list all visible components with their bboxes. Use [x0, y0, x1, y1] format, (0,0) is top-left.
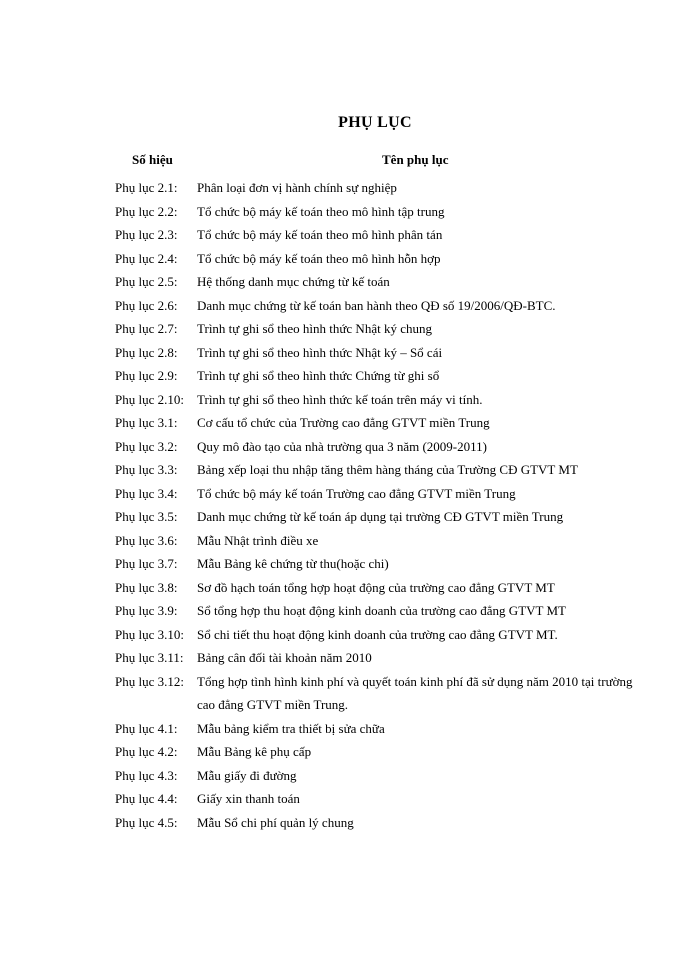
appendix-title: Sơ đồ hạch toán tổng hợp hoạt động của trường cao đẳng GTVT MT [197, 579, 555, 595]
appendix-number: Phụ lục 2.9: [115, 368, 178, 383]
list-item [0, 787, 700, 811]
appendix-number: Phụ lục 2.7: [115, 321, 178, 336]
appendix-title: Bảng cân đối tài khoản năm 2010 [197, 650, 372, 665]
appendix-title: Phân loại đơn vị hành chính sự nghiệp [197, 180, 397, 195]
list-item [0, 740, 700, 764]
appendix-number: Phụ lục 2.4: [115, 250, 178, 266]
list-item [0, 529, 700, 553]
appendix-title: Sổ tổng hợp thu hoạt động kinh doanh của trường cao đẳng GTVT MT [197, 603, 566, 618]
appendix-number: Phụ lục 3.6: [115, 532, 178, 548]
appendix-title: Cơ cấu tổ chức của Trường cao đẳng GTVT miền Trung [197, 415, 490, 430]
appendix-number: Phụ lục 4.5: [115, 814, 178, 830]
list-item [0, 458, 700, 482]
appendix-title: Mẫu Nhật trình điều xe [197, 532, 319, 548]
appendix-number: Phụ lục 4.3: [115, 767, 178, 783]
list-item [0, 505, 700, 529]
list-item [0, 435, 700, 459]
appendix-number: Phụ lục 3.1: [115, 415, 178, 430]
list-item [0, 223, 700, 247]
page-title: PHỤ LỤC [338, 114, 412, 131]
list-item [0, 176, 700, 200]
appendix-title: Mẫu Sổ chi phí quản lý chung [197, 814, 354, 830]
appendix-title: Trình tự ghi sổ theo hình thức Nhật ký chung [197, 321, 432, 336]
list-item [0, 482, 700, 506]
list-item [0, 317, 700, 341]
list-item [0, 670, 700, 717]
list-item [0, 294, 700, 318]
table-header [0, 152, 700, 172]
appendix-title: Giấy xin thanh toán [197, 791, 300, 806]
list-item [0, 599, 700, 623]
list-item [0, 388, 700, 412]
appendix-title: Tổ chức bộ máy kế toán theo mô hình phân tán [197, 227, 443, 242]
appendix-number: Phụ lục 4.2: [115, 744, 178, 759]
list-item [0, 811, 700, 835]
appendix-number: Phụ lục 4.4: [115, 791, 178, 806]
appendix-number: Phụ lục 3.7: [115, 556, 178, 571]
appendix-title: Hệ thống danh mục chứng từ kế toán [197, 274, 390, 289]
appendix-title: Mẫu giấy đi đường [197, 767, 297, 783]
appendix-title: Trình tự ghi sổ theo hình thức Nhật ký – Sổ cái [197, 344, 443, 360]
appendix-title: Bảng xếp loại thu nhập tăng thêm hàng tháng của Trường CĐ GTVT MT [197, 462, 578, 477]
appendix-number: Phụ lục 2.2: [115, 203, 178, 219]
header-number-label: Số hiệu [132, 152, 173, 167]
list-item [0, 576, 700, 600]
appendix-number: Phụ lục 2.5: [115, 274, 178, 289]
list-item [0, 646, 700, 670]
list-item [0, 270, 700, 294]
appendix-list [0, 176, 700, 834]
appendix-title: Tổng hợp tình hình kinh phí và quyết toán kinh phí đã sử dụng năm 2010 tại trường cao đẳng GTVT miền Trung. [197, 673, 633, 712]
appendix-title: Danh mục chứng từ kế toán áp dụng tại trường CĐ GTVT miền Trung [197, 509, 564, 524]
list-item [0, 341, 700, 365]
appendix-number: Phụ lục 3.5: [115, 509, 178, 524]
appendix-number: Phụ lục 3.9: [115, 603, 178, 618]
list-item [0, 364, 700, 388]
list-item [0, 552, 700, 576]
appendix-title: Danh mục chứng từ kế toán ban hành theo QĐ số 19/2006/QĐ-BTC. [197, 297, 556, 313]
list-item [0, 247, 700, 271]
appendix-title: Trình tự ghi sổ theo hình thức kế toán trên máy vi tính. [197, 391, 483, 407]
list-item [0, 764, 700, 788]
appendix-title: Tổ chức bộ máy kế toán theo mô hình tập trung [197, 203, 445, 219]
appendix-number: Phụ lục 2.1: [115, 180, 178, 195]
appendix-title: Mẫu Bảng kê chứng từ thu(hoặc chi) [197, 556, 389, 571]
list-item [0, 623, 700, 647]
appendix-number: Phụ lục 3.8: [115, 579, 178, 595]
list-item [0, 717, 700, 741]
appendix-title: Trình tự ghi sổ theo hình thức Chứng từ ghi sổ [197, 368, 440, 383]
appendix-number: Phụ lục 3.10: [115, 626, 184, 642]
appendix-number: Phụ lục 3.3: [115, 462, 178, 477]
appendix-number: Phụ lục 3.2: [115, 438, 178, 454]
appendix-title: Quy mô đào tạo của nhà trường qua 3 năm (2009-2011) [197, 438, 487, 454]
list-item [0, 411, 700, 435]
header-name-label: Tên phụ lục [382, 152, 449, 167]
appendix-number: Phụ lục 2.6: [115, 297, 178, 313]
appendix-number: Phụ lục 2.8: [115, 344, 178, 360]
appendix-number: Phụ lục 3.11: [115, 650, 184, 665]
appendix-title: Tổ chức bộ máy kế toán theo mô hình hỗn hợp [197, 250, 441, 266]
list-item [0, 200, 700, 224]
appendix-number: Phụ lục 2.10: [115, 391, 184, 407]
appendix-number: Phụ lục 4.1: [115, 720, 178, 736]
appendix-title: Mẫu bảng kiểm tra thiết bị sửa chữa [197, 720, 385, 736]
appendix-title: Tổ chức bộ máy kế toán Trường cao đẳng GTVT miền Trung [197, 485, 516, 501]
appendix-number: Phụ lục 3.12: [115, 673, 184, 689]
appendix-title: Mẫu Bảng kê phụ cấp [197, 744, 312, 759]
appendix-title: Sổ chi tiết thu hoạt động kinh doanh của trường cao đẳng GTVT MT. [197, 626, 558, 642]
appendix-number: Phụ lục 3.4: [115, 485, 178, 501]
appendix-number: Phụ lục 2.3: [115, 227, 178, 242]
